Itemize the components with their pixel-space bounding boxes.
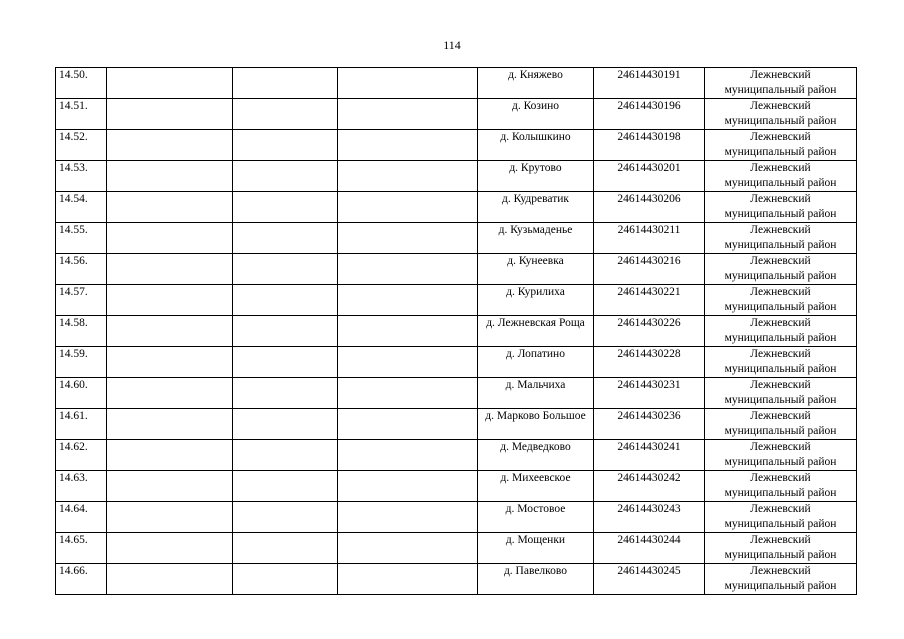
district-type: муниципальный район: [724, 146, 837, 158]
table-row: [56, 316, 857, 347]
empty-cell: [338, 99, 478, 130]
row-number-cell: 14.57.: [56, 285, 107, 316]
empty-cell: [338, 316, 478, 347]
oktmo-code-cell: 24614430198: [594, 130, 705, 161]
row-number-cell: 14.64.: [56, 502, 107, 533]
table-row: [56, 285, 857, 316]
district-cell: [705, 99, 857, 130]
empty-cell: [338, 347, 478, 378]
district-name: Лежневский: [750, 317, 811, 329]
district-cell: [705, 533, 857, 564]
district-type: муниципальный район: [724, 270, 837, 282]
empty-cell: [107, 192, 233, 223]
empty-cell: [338, 192, 478, 223]
row-number-cell: 14.56.: [56, 254, 107, 285]
district-name: Лежневский: [750, 69, 811, 81]
settlement-name-cell: д. Павелково: [478, 564, 594, 595]
empty-cell: [233, 440, 338, 471]
row-number-cell: 14.51.: [56, 99, 107, 130]
settlement-name-cell: д. Лежневская Роща: [478, 316, 594, 347]
district-type: муниципальный район: [724, 549, 837, 561]
oktmo-code-cell: 24614430242: [594, 471, 705, 502]
empty-cell: [107, 502, 233, 533]
empty-cell: [338, 409, 478, 440]
settlement-name-cell: д. Михеевское: [478, 471, 594, 502]
row-number-cell: 14.60.: [56, 378, 107, 409]
table-row: [56, 161, 857, 192]
empty-cell: [233, 285, 338, 316]
empty-cell: [107, 161, 233, 192]
settlement-name-cell: д. Крутово: [478, 161, 594, 192]
district-type: муниципальный район: [724, 115, 837, 127]
table-row: [56, 564, 857, 595]
district-cell: [705, 68, 857, 99]
settlement-name-cell: д. Козино: [478, 99, 594, 130]
district-cell: [705, 285, 857, 316]
settlement-name-cell: д. Лопатино: [478, 347, 594, 378]
row-number-cell: 14.59.: [56, 347, 107, 378]
oktmo-code-cell: 24614430244: [594, 533, 705, 564]
settlement-name-cell: д. Кунеевка: [478, 254, 594, 285]
empty-cell: [107, 99, 233, 130]
empty-cell: [338, 471, 478, 502]
empty-cell: [107, 316, 233, 347]
empty-cell: [233, 254, 338, 285]
empty-cell: [107, 254, 233, 285]
settlement-name-cell: д. Княжево: [478, 68, 594, 99]
district-name: Лежневский: [750, 348, 811, 360]
table-row: [56, 471, 857, 502]
district-cell: [705, 471, 857, 502]
settlements-table: [55, 67, 857, 595]
oktmo-code-cell: 24614430211: [594, 223, 705, 254]
empty-cell: [338, 378, 478, 409]
oktmo-code-cell: 24614430216: [594, 254, 705, 285]
district-name: Лежневский: [750, 441, 811, 453]
empty-cell: [107, 564, 233, 595]
district-cell: [705, 378, 857, 409]
district-type: муниципальный район: [724, 84, 837, 96]
table-row: [56, 130, 857, 161]
empty-cell: [338, 285, 478, 316]
empty-cell: [107, 285, 233, 316]
district-type: муниципальный район: [724, 208, 837, 220]
district-cell: [705, 440, 857, 471]
empty-cell: [233, 347, 338, 378]
oktmo-code-cell: 24614430245: [594, 564, 705, 595]
district-name: Лежневский: [750, 379, 811, 391]
settlement-name-cell: д. Мальчиха: [478, 378, 594, 409]
district-type: муниципальный район: [724, 487, 837, 499]
district-cell: [705, 223, 857, 254]
district-type: муниципальный район: [724, 332, 837, 344]
oktmo-code-cell: 24614430243: [594, 502, 705, 533]
oktmo-code-cell: 24614430201: [594, 161, 705, 192]
district-name: Лежневский: [750, 534, 811, 546]
empty-cell: [338, 533, 478, 564]
district-name: Лежневский: [750, 100, 811, 112]
oktmo-code-cell: 24614430221: [594, 285, 705, 316]
district-name: Лежневский: [750, 472, 811, 484]
district-cell: [705, 316, 857, 347]
district-cell: [705, 192, 857, 223]
settlement-name-cell: д. Медведково: [478, 440, 594, 471]
table-row: [56, 68, 857, 99]
row-number-cell: 14.61.: [56, 409, 107, 440]
empty-cell: [233, 409, 338, 440]
district-type: муниципальный район: [724, 301, 837, 313]
empty-cell: [107, 68, 233, 99]
page-number: 114: [443, 38, 461, 52]
row-number-cell: 14.54.: [56, 192, 107, 223]
empty-cell: [107, 533, 233, 564]
table-row: [56, 254, 857, 285]
row-number-cell: 14.63.: [56, 471, 107, 502]
district-name: Лежневский: [750, 503, 811, 515]
district-cell: [705, 409, 857, 440]
oktmo-code-cell: 24614430241: [594, 440, 705, 471]
district-name: Лежневский: [750, 193, 811, 205]
settlement-name-cell: д. Курилиха: [478, 285, 594, 316]
district-type: муниципальный район: [724, 580, 837, 592]
empty-cell: [338, 130, 478, 161]
empty-cell: [338, 161, 478, 192]
settlement-name-cell: д. Кудреватик: [478, 192, 594, 223]
table-row: [56, 192, 857, 223]
row-number-cell: 14.53.: [56, 161, 107, 192]
empty-cell: [233, 471, 338, 502]
empty-cell: [233, 130, 338, 161]
district-name: Лежневский: [750, 410, 811, 422]
empty-cell: [107, 440, 233, 471]
empty-cell: [233, 99, 338, 130]
district-cell: [705, 347, 857, 378]
oktmo-code-cell: 24614430228: [594, 347, 705, 378]
district-type: муниципальный район: [724, 363, 837, 375]
empty-cell: [233, 502, 338, 533]
row-number-cell: 14.50.: [56, 68, 107, 99]
row-number-cell: 14.65.: [56, 533, 107, 564]
district-type: муниципальный район: [724, 518, 837, 530]
district-cell: [705, 254, 857, 285]
empty-cell: [107, 409, 233, 440]
district-cell: [705, 564, 857, 595]
empty-cell: [107, 471, 233, 502]
table-row: [56, 502, 857, 533]
district-type: муниципальный район: [724, 425, 837, 437]
district-name: Лежневский: [750, 255, 811, 267]
district-type: муниципальный район: [724, 239, 837, 251]
district-name: Лежневский: [750, 565, 811, 577]
settlement-name-cell: д. Мощенки: [478, 533, 594, 564]
empty-cell: [338, 440, 478, 471]
table-row: [56, 223, 857, 254]
district-name: Лежневский: [750, 162, 811, 174]
empty-cell: [338, 223, 478, 254]
empty-cell: [233, 223, 338, 254]
empty-cell: [338, 254, 478, 285]
table-body: [56, 68, 857, 595]
table-row: [56, 409, 857, 440]
oktmo-code-cell: 24614430196: [594, 99, 705, 130]
district-name: Лежневский: [750, 286, 811, 298]
table-row: [56, 533, 857, 564]
row-number-cell: 14.52.: [56, 130, 107, 161]
empty-cell: [338, 564, 478, 595]
row-number-cell: 14.58.: [56, 316, 107, 347]
empty-cell: [338, 68, 478, 99]
settlement-name-cell: д. Колышкино: [478, 130, 594, 161]
empty-cell: [233, 316, 338, 347]
empty-cell: [107, 130, 233, 161]
district-type: муниципальный район: [724, 394, 837, 406]
district-type: муниципальный район: [724, 456, 837, 468]
row-number-cell: 14.66.: [56, 564, 107, 595]
empty-cell: [107, 223, 233, 254]
empty-cell: [233, 68, 338, 99]
row-number-cell: 14.55.: [56, 223, 107, 254]
settlement-name-cell: д. Мостовое: [478, 502, 594, 533]
district-name: Лежневский: [750, 224, 811, 236]
oktmo-code-cell: 24614430226: [594, 316, 705, 347]
oktmo-code-cell: 24614430191: [594, 68, 705, 99]
district-cell: [705, 130, 857, 161]
district-name: Лежневский: [750, 131, 811, 143]
empty-cell: [107, 347, 233, 378]
table-row: [56, 99, 857, 130]
district-cell: [705, 161, 857, 192]
row-number-cell: 14.62.: [56, 440, 107, 471]
table-row: [56, 378, 857, 409]
table-row: [56, 347, 857, 378]
settlement-name-cell: д. Марково Большое: [478, 409, 594, 440]
empty-cell: [233, 533, 338, 564]
district-type: муниципальный район: [724, 177, 837, 189]
oktmo-code-cell: 24614430231: [594, 378, 705, 409]
empty-cell: [233, 161, 338, 192]
settlement-name-cell: д. Кузьмаденье: [478, 223, 594, 254]
oktmo-code-cell: 24614430206: [594, 192, 705, 223]
empty-cell: [107, 378, 233, 409]
oktmo-code-cell: 24614430236: [594, 409, 705, 440]
district-cell: [705, 502, 857, 533]
empty-cell: [233, 192, 338, 223]
empty-cell: [233, 378, 338, 409]
empty-cell: [233, 564, 338, 595]
empty-cell: [338, 502, 478, 533]
table-row: [56, 440, 857, 471]
